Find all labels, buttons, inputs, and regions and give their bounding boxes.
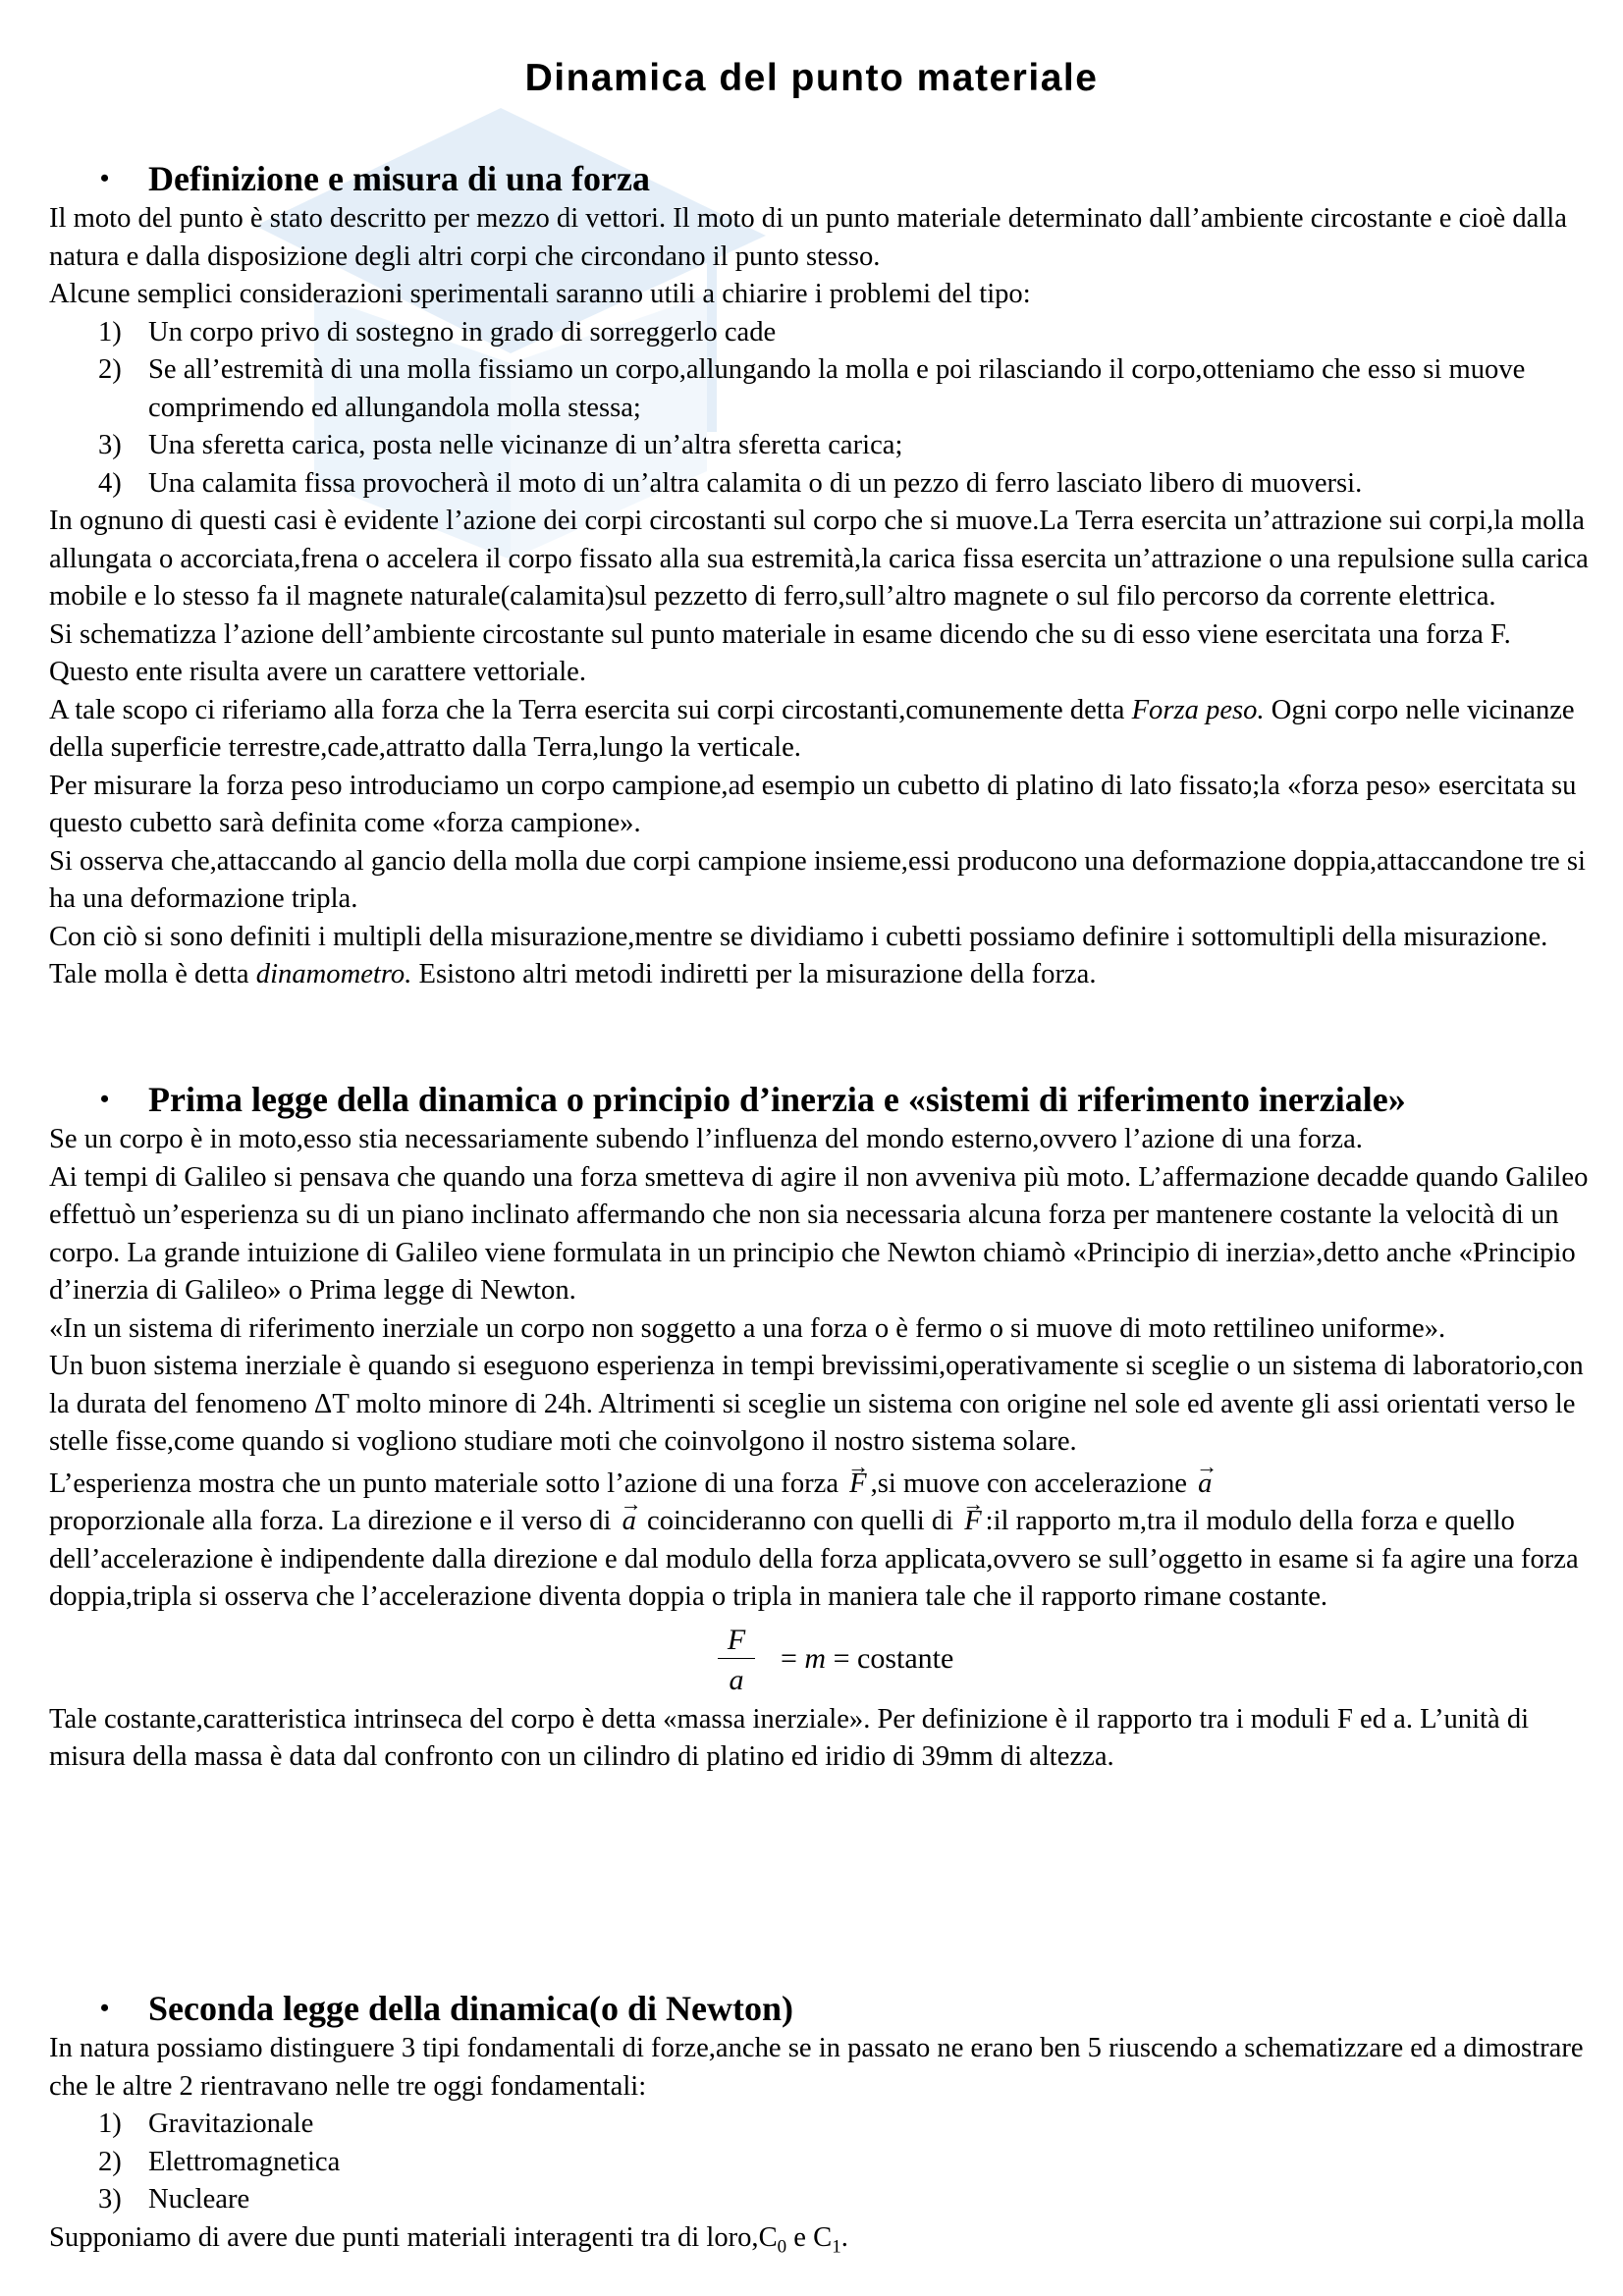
list-number: 3) <box>98 2184 122 2215</box>
numbered-list <box>49 2106 1591 2219</box>
vector-a-symbol: → a <box>619 1503 640 1541</box>
subscript: 1 <box>832 2236 841 2258</box>
list-number: 2) <box>98 354 122 385</box>
subscript: 0 <box>777 2236 787 2258</box>
text-run: . <box>840 2221 848 2253</box>
list-item <box>49 2106 1591 2144</box>
list-item <box>49 427 1591 465</box>
text-run: Ogni corpo nelle vicinanze della superficie terrestre,cade,attratto dalla Terra,lungo la verticale. <box>49 694 1575 763</box>
text-run: Con ciò si sono definiti i multipli della misurazione,mentre se dividiamo i cubetti possiamo definire i sottomultipli della misurazione. Tale molla è detta <box>49 921 1548 989</box>
paragraph: Un buon sistema inerziale è quando si eseguono esperienza in tempi brevissimi,operativamente si sceglie o un sistema di laboratorio,con la durata del fenomeno ΔT molto minore di 24h. Altrimenti si sceglie un sistema con origine nel sole ed avente gli assi orientati verso le stelle fisse,come quando si vogliono studiare moti che coinvolgono il nostro sistema solare. <box>49 1351 1584 1457</box>
list-item <box>49 2144 1591 2182</box>
text-run: coincideranno con quelli di <box>639 1506 961 1536</box>
formula-rhs <box>781 1640 953 1679</box>
list-number: 3) <box>98 430 122 460</box>
section-prima-legge <box>49 1078 1591 1777</box>
equals-sign: = <box>833 1641 850 1675</box>
list-number: 1) <box>98 2109 122 2139</box>
list-number: 4) <box>98 467 122 499</box>
fraction-numerator: F <box>727 1623 746 1656</box>
fraction-bar <box>718 1658 755 1659</box>
paragraph: Alcune semplici considerazioni sperimentali saranno utili a chiarire i problemi del tipo: <box>49 279 1031 309</box>
page-title: Dinamica del punto materiale <box>524 57 1099 99</box>
paragraph: «In un sistema di riferimento inerziale un corpo non soggetto a una forza o è fermo o si muove di moto rettilineo uniforme». <box>49 1312 1446 1344</box>
mass-symbol: m <box>804 1641 827 1675</box>
paragraph: Ai tempi di Galileo si pensava che quando una forza smetteva di agire il non avveniva più moto. L’affermazione decadde quando Galileo effettuò un’esperienza su di un piano inclinato affermando che non sia necessaria alcuna forza per mantenere costante la velocità di un corpo. La grande intuizione di Galileo viene formulata in un principio che Newton chiamò «Principio di inerzia»,detto anche «Principio d’inerzia di Galileo» o Prima legge di Newton. <box>49 1161 1589 1306</box>
list-number: 2) <box>98 2146 122 2177</box>
text-run: Supponiamo di avere due punti materiali interagenti tra di loro,C <box>49 2221 778 2253</box>
text-run: A tale scopo ci riferiamo alla forza che la Terra esercita sui corpi circostanti,comunemente detta <box>49 694 1132 725</box>
text-run: L’esperienza mostra che un punto materiale sotto l’azione di una forza <box>49 1468 846 1499</box>
paragraph: Tale costante,caratteristica intrinseca del corpo è detta «massa inerziale». Per definizione è il rapporto tra i moduli F ed a. L’unità di misura della massa è data dal confronto con un cilindro di platino ed iridio di 39mm di altezza. <box>49 1703 1530 1772</box>
italic-term: dinamometro. <box>255 959 412 989</box>
text-run: :il rapporto m,tra il modulo della forza e quello dell’accelerazione è indipendente dalla direzione e dal modulo della forza applicata,ovvero se sull’oggetto in esame si fa agire una forza doppia,tripla si osserva che l’accelerazione diventa doppia o tripla in maniera tale che il rapporto rimane costante. <box>49 1506 1579 1612</box>
paragraph <box>49 919 1591 994</box>
fraction-denominator: a <box>729 1663 744 1696</box>
fraction <box>702 1623 771 1698</box>
text-run: proporzionale alla forza. La direzione e il verso di <box>49 1506 619 1536</box>
paragraph: Si schematizza l’azione dell’ambiente circostante sul punto materiale in esame dicendo che su di esso viene esercitata una forza F. Questo ente risulta avere un carattere vettoriale. <box>49 618 1511 687</box>
italic-term: Forza peso. <box>1131 694 1265 725</box>
mass-formula <box>49 1617 1591 1701</box>
list-item <box>49 351 1591 427</box>
equals-sign: = <box>781 1641 797 1675</box>
list-number: 1) <box>98 316 122 347</box>
vector-f-symbol: → F <box>845 1466 870 1504</box>
paragraph: Il moto del punto è stato descritto per mezzo di vettori. Il moto di un punto materiale determinato dall’ambiente circostante e cioè dalla natura e dalla disposizione degli altri corpi che circondano il punto stesso. <box>49 203 1567 272</box>
section-seconda-legge <box>49 1987 1591 2257</box>
vector-a-symbol: → a <box>1194 1466 1216 1504</box>
paragraph: Si osserva che,attaccando al gancio della molla due corpi campione insieme,essi producono una deformazione doppia,attaccandone tre si ha una deformazione tripla. <box>49 845 1586 914</box>
paragraph <box>49 1466 1591 1617</box>
text-run: Esistono altri metodi indiretti per la misurazione della forza. <box>411 959 1097 989</box>
text-run: ,si muove con accelerazione <box>870 1468 1195 1499</box>
list-text: Una sferetta carica, posta nelle vicinanze di un’altra sferetta carica; <box>148 430 903 460</box>
list-text: Una calamita fissa provocherà il moto di un’altra calamita o di un pezzo di ferro lasciato libero di muoversi. <box>148 467 1363 499</box>
paragraph <box>49 692 1591 768</box>
paragraph: In natura possiamo distinguere 3 tipi fondamentali di forze,anche se in passato ne erano ben 5 riuscendo a schematizzare ed a dimostrare che le altre 2 rientravano nelle tre oggi fondamentali: <box>49 2033 1584 2102</box>
list-text: Se all’estremità di una molla fissiamo un corpo,allungando la molla e poi rilasciando il corpo,otteniamo che esso si muove comprimendo ed allungandola molla stessa; <box>148 354 1526 423</box>
list-item <box>49 465 1591 504</box>
bullet-icon: • <box>100 1994 110 2022</box>
section-heading <box>49 1078 1591 1121</box>
section-heading <box>49 1987 1591 2030</box>
list-text: Un corpo privo di sostegno in grado di sorreggerlo cade <box>148 316 777 347</box>
list-text: Elettromagnetica <box>148 2146 341 2177</box>
list-item <box>49 314 1591 352</box>
list-text: Gravitazionale <box>148 2109 314 2139</box>
paragraph <box>49 2219 1591 2258</box>
constant-word: costante <box>857 1641 954 1675</box>
list-item <box>49 2181 1591 2219</box>
paragraph: Per misurare la forza peso introduciamo un corpo campione,ad esempio un cubetto di platino di lato fissato;la «forza peso» esercitata su questo cubetto sarà definita come «forza campione». <box>49 770 1577 838</box>
heading-text: Prima legge della dinamica o principio d’inerzia e «sistemi di riferimento inerziale» <box>148 1080 1406 1119</box>
text-run: e C <box>786 2221 833 2253</box>
heading-text: Seconda legge della dinamica(o di Newton) <box>148 1989 793 2028</box>
vector-f-symbol: → F <box>960 1503 985 1541</box>
heading-text: Definizione e misura di una forza <box>148 159 650 198</box>
bullet-icon: • <box>100 164 110 192</box>
section-heading <box>49 157 1591 200</box>
paragraph: In ognuno di questi casi è evidente l’azione dei corpi circostanti sul corpo che si muove.La Terra esercita un’attrazione sui corpi,la molla allungata o accorciata,frena o accelera il corpo fissato alla sua estremità,la carica fissa esercita un’attrazione o una repulsione sulla carica mobile e lo stesso fa il magnete naturale(calamita)sul pezzetto di ferro,sull’altro magnete o sul filo percorso da corrente elettrica. <box>49 506 1589 612</box>
paragraph: Se un corpo è in moto,esso stia necessariamente subendo l’influenza del mondo esterno,ovvero l’azione di una forza. <box>49 1124 1363 1154</box>
numbered-list <box>49 314 1591 504</box>
list-text: Nucleare <box>148 2184 250 2215</box>
bullet-icon: • <box>100 1085 110 1113</box>
section-forza <box>49 157 1591 994</box>
